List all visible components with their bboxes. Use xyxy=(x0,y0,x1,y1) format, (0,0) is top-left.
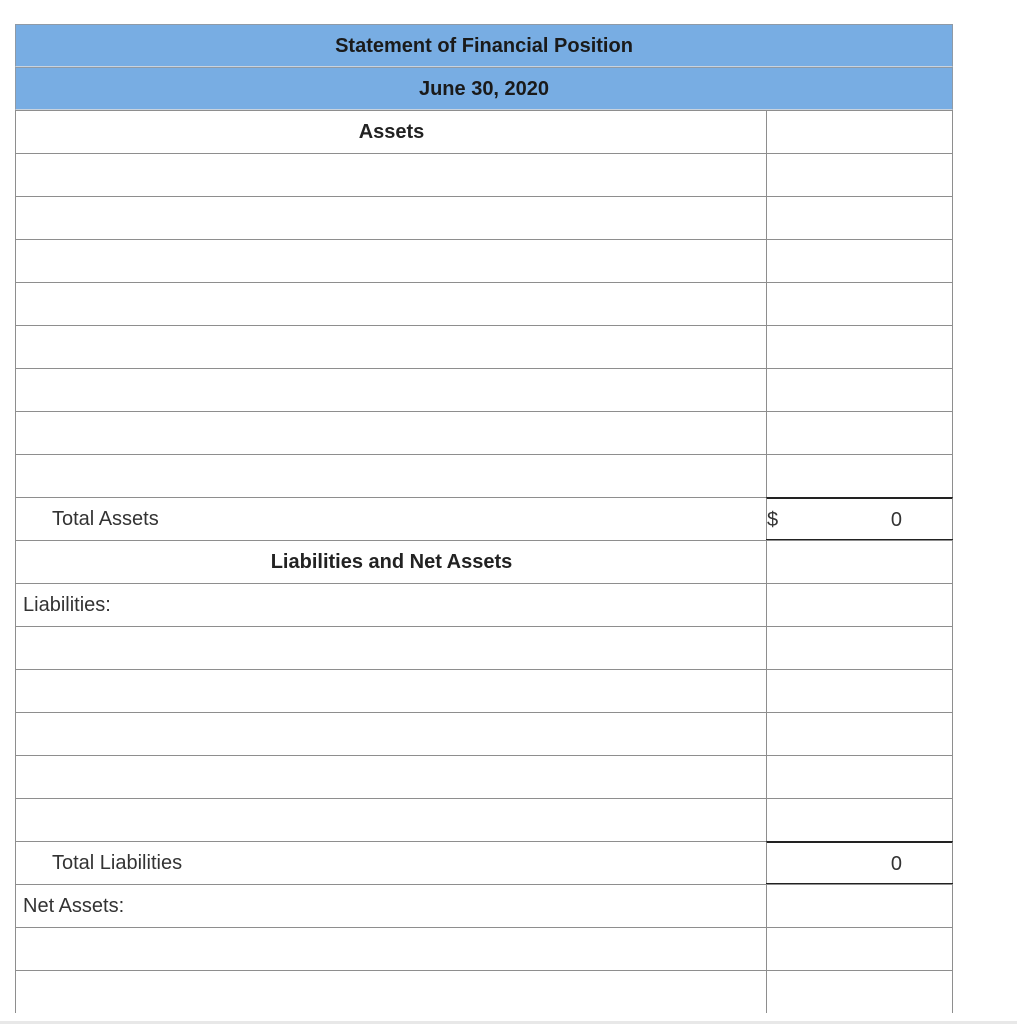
total-liabilities-value: 0 xyxy=(890,853,902,875)
liability-label-input[interactable] xyxy=(15,669,766,712)
assets-heading: Assets xyxy=(358,121,425,143)
net-asset-entry-row xyxy=(15,970,953,1013)
liability-amount-input[interactable] xyxy=(766,755,953,798)
total-assets-row xyxy=(15,497,953,540)
statement-title-row xyxy=(15,24,953,67)
net-asset-label-input[interactable] xyxy=(15,927,766,970)
net-asset-label-input[interactable] xyxy=(15,970,766,1013)
liability-amount-input[interactable] xyxy=(766,798,953,841)
liability-amount-input[interactable] xyxy=(766,712,953,755)
asset-entry-row xyxy=(15,239,953,282)
asset-amount-input[interactable] xyxy=(766,282,953,325)
total-liabilities-row xyxy=(15,841,953,884)
liability-label-input[interactable] xyxy=(15,798,766,841)
total-liabilities-amount-cell xyxy=(766,841,953,884)
total-liabilities-label-cell xyxy=(15,841,766,884)
net-assets-label-amount-cell xyxy=(766,884,953,927)
assets-heading-row xyxy=(15,110,953,153)
asset-entry-row xyxy=(15,454,953,497)
liabilities-heading-amount-cell xyxy=(766,540,953,583)
liability-entry-row xyxy=(15,669,953,712)
financial-statement-table xyxy=(15,24,953,1014)
asset-amount-input[interactable] xyxy=(766,411,953,454)
asset-amount-input[interactable] xyxy=(766,325,953,368)
asset-label-input[interactable] xyxy=(15,325,766,368)
asset-entry-row xyxy=(15,411,953,454)
liabilities-heading-cell xyxy=(15,540,766,583)
asset-label-input[interactable] xyxy=(15,411,766,454)
liability-amount-input[interactable] xyxy=(766,626,953,669)
asset-amount-input[interactable] xyxy=(766,454,953,497)
liability-entry-row xyxy=(15,712,953,755)
liability-entry-row xyxy=(15,798,953,841)
asset-amount-input[interactable] xyxy=(766,153,953,196)
asset-label-input[interactable] xyxy=(15,368,766,411)
net-assets-label: Net Assets: xyxy=(23,895,125,917)
liability-entry-row xyxy=(15,755,953,798)
currency-symbol: $ xyxy=(767,509,779,531)
liability-label-input[interactable] xyxy=(15,712,766,755)
asset-label-input[interactable] xyxy=(15,239,766,282)
total-assets-label-cell xyxy=(15,497,766,540)
liabilities-label-row xyxy=(15,583,953,626)
liability-amount-input[interactable] xyxy=(766,669,953,712)
liabilities-label: Liabilities: xyxy=(23,594,111,616)
liabilities-net-assets-heading: Liabilities and Net Assets xyxy=(270,551,513,573)
assets-heading-amount-cell xyxy=(766,110,953,153)
asset-entry-row xyxy=(15,282,953,325)
assets-heading-cell xyxy=(15,110,766,153)
statement-date: June 30, 2020 xyxy=(418,78,550,100)
net-assets-label-row xyxy=(15,884,953,927)
net-asset-entry-row xyxy=(15,927,953,970)
total-assets-amount-cell xyxy=(766,497,953,540)
asset-label-input[interactable] xyxy=(15,282,766,325)
asset-amount-input[interactable] xyxy=(766,368,953,411)
total-liabilities-label: Total Liabilities xyxy=(52,852,183,874)
asset-label-input[interactable] xyxy=(15,454,766,497)
asset-amount-input[interactable] xyxy=(766,239,953,282)
liabilities-label-cell xyxy=(15,583,766,626)
asset-label-input[interactable] xyxy=(15,196,766,239)
asset-amount-input[interactable] xyxy=(766,196,953,239)
net-asset-amount-input[interactable] xyxy=(766,927,953,970)
liabilities-label-amount-cell xyxy=(766,583,953,626)
net-assets-label-cell xyxy=(15,884,766,927)
total-assets-value: 0 xyxy=(890,509,902,531)
asset-entry-row xyxy=(15,368,953,411)
asset-entry-row xyxy=(15,325,953,368)
total-assets-label: Total Assets xyxy=(52,508,159,530)
asset-entry-row xyxy=(15,153,953,196)
liabilities-heading-row xyxy=(15,540,953,583)
statement-date-row xyxy=(15,67,953,110)
statement-title: Statement of Financial Position xyxy=(335,35,633,57)
net-asset-amount-input[interactable] xyxy=(766,970,953,1013)
liability-label-input[interactable] xyxy=(15,755,766,798)
liability-label-input[interactable] xyxy=(15,626,766,669)
asset-label-input[interactable] xyxy=(15,153,766,196)
liability-entry-row xyxy=(15,626,953,669)
asset-entry-row xyxy=(15,196,953,239)
